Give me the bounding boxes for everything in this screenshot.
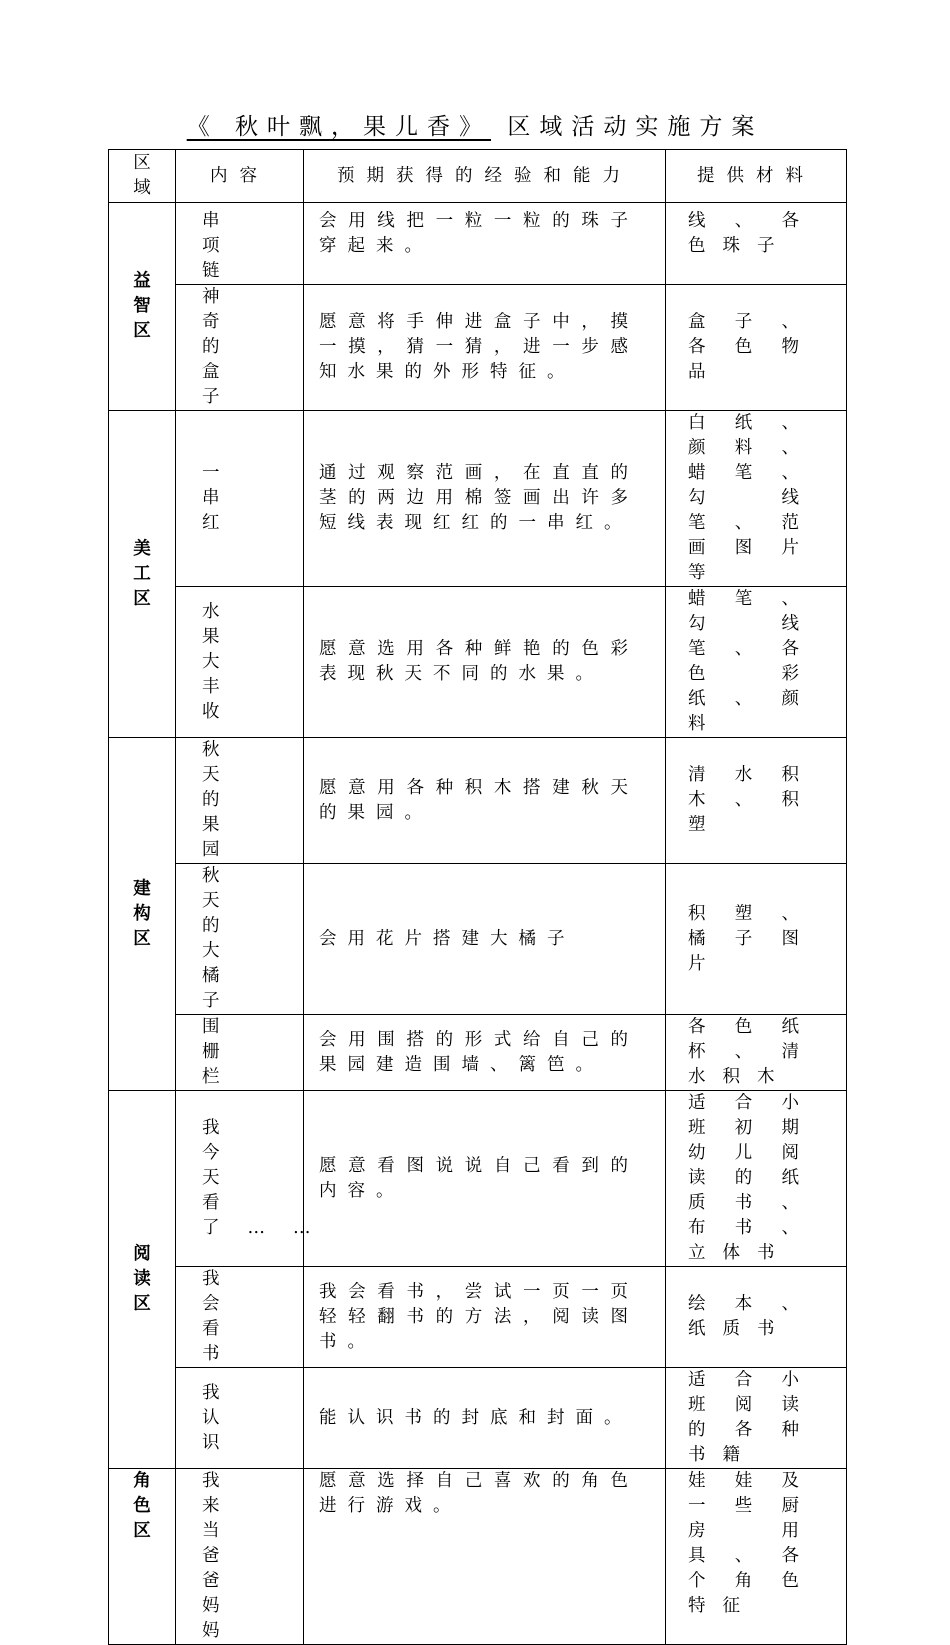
materials-cell: 清水积木、积塑 (666, 738, 847, 864)
materials-cell: 线、各色珠子 (666, 203, 847, 285)
zone-label: 角色区 (133, 1471, 151, 1541)
experience-cell: 我会看书，尝试一页一页轻轻翻书的方法，阅读图书。 (304, 1267, 666, 1368)
table-row (109, 587, 847, 738)
materials-cell: 娃娃及一些厨房用具、各个角色特征 (666, 1469, 847, 1645)
content-cell: 围栅栏 (176, 1015, 304, 1091)
table-row (109, 1368, 847, 1469)
header-experience: 预期获得的经验和能力 (304, 150, 666, 203)
content-cell: 秋天的大橘子 (176, 864, 304, 1015)
content-cell: 我认识 (176, 1368, 304, 1469)
table-row (109, 738, 847, 864)
zone-label: 建构区 (133, 878, 151, 949)
content-cell: 我今天看了…… (176, 1091, 304, 1267)
materials-cell: 盒子、各色物品 (666, 285, 847, 411)
table-row (109, 285, 847, 411)
table-row (109, 411, 847, 587)
zone-label: 益智区 (133, 271, 151, 341)
header-zone-cell (109, 150, 176, 203)
zone-label: 美工区 (133, 538, 151, 609)
page-title (0, 108, 950, 141)
header-materials: 提供材料 (666, 150, 847, 203)
experience-cell: 愿意用各种积木搭建秋天的果园。 (304, 738, 666, 864)
materials-cell: 蜡笔、勾线笔、各色彩纸、颜料 (666, 587, 847, 738)
materials-cell: 适合小班初期幼儿阅读的纸质书、布书、立体书 (666, 1091, 847, 1267)
zone-cell (109, 1091, 176, 1469)
table-row (109, 203, 847, 285)
content-cell: 我来当爸爸妈妈 (176, 1469, 304, 1645)
content-cell: 一串红 (176, 411, 304, 587)
experience-cell: 通过观察范画，在直直的茎的两边用棉签画出许多短线表现红红的一串红。 (304, 411, 666, 587)
table-row (109, 1091, 847, 1267)
content-cell: 神奇的盒子 (176, 285, 304, 411)
header-row (109, 150, 847, 203)
experience-cell: 愿意看图说说自己看到的内容。 (304, 1091, 666, 1267)
table-row (109, 1267, 847, 1368)
materials-cell: 适合小班阅读的各种书籍 (666, 1368, 847, 1469)
materials-cell: 绘本、纸质书 (666, 1267, 847, 1368)
experience-cell: 会用围搭的形式给自己的果园建造围墙、篱笆。 (304, 1015, 666, 1091)
content-cell: 秋天的果园 (176, 738, 304, 864)
content-cell: 串项链 (176, 203, 304, 285)
experience-cell: 愿意选择自己喜欢的角色进行游戏。 (304, 1469, 666, 1645)
title-underlined-part: 《 秋叶飘，果儿香》 (186, 114, 491, 140)
materials-cell: 各色纸杯、清水积木 (666, 1015, 847, 1091)
zone-label: 阅读区 (133, 1244, 151, 1314)
experience-cell: 愿意将手伸进盒子中，摸一摸，猜一猜，进一步感知水果的外形特征。 (304, 285, 666, 411)
content-cell: 我会看书 (176, 1267, 304, 1368)
materials-cell: 白纸、颜料、蜡笔、勾线笔、范画图片等 (666, 411, 847, 587)
experience-cell: 会用线把一粒一粒的珠子穿起来。 (304, 203, 666, 285)
materials-cell: 积塑、橘子图片 (666, 864, 847, 1015)
experience-cell: 愿意选用各种鲜艳的色彩表现秋天不同的水果。 (304, 587, 666, 738)
title-rest: 区域活动实施方案 (507, 114, 764, 140)
header-content: 内容 (176, 150, 304, 203)
header-zone: 区域 (133, 153, 151, 198)
activity-plan-table (108, 149, 847, 1645)
zone-cell (109, 203, 176, 411)
zone-cell (109, 738, 176, 1091)
experience-cell: 会用花片搭建大橘子 (304, 864, 666, 1015)
zone-cell (109, 1469, 176, 1645)
zone-cell (109, 411, 176, 738)
content-cell: 水果大丰收 (176, 587, 304, 738)
experience-cell: 能认识书的封底和封面。 (304, 1368, 666, 1469)
table-row (109, 864, 847, 1015)
table-row (109, 1015, 847, 1091)
table-row (109, 1469, 847, 1645)
